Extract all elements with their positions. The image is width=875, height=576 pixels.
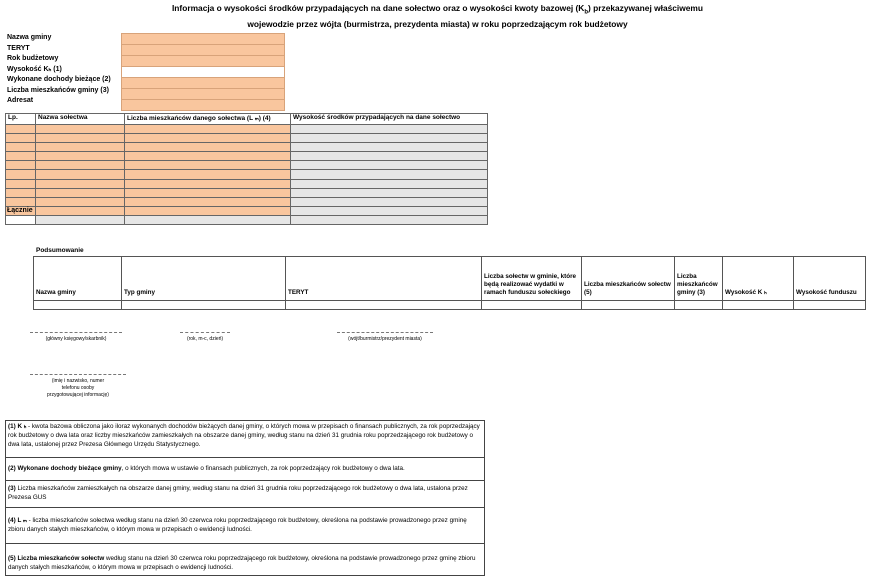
summary-col-teryt: TERYT (286, 257, 482, 301)
footnote-3-title: (3) (8, 485, 16, 492)
title-line-1 (0, 3, 875, 19)
solectwa-cell[interactable] (125, 134, 291, 143)
solectwa-cell[interactable] (36, 161, 125, 170)
solectwa-row (6, 152, 488, 161)
solectwa-total-cell[interactable] (291, 215, 488, 224)
col-nazwa-solectwa: Nazwa sołectwa (36, 114, 125, 125)
footnote-1-title: (1) K ₕ (8, 423, 27, 430)
summary-col-mieszkancy-solectw: Liczba mieszkańców sołectw (5) (582, 257, 675, 301)
footnote-3 (6, 481, 484, 508)
signature-line (30, 332, 122, 333)
signature-label: (imię i nazwisko, numer telefonu osoby przygotowującej informację) (47, 378, 109, 398)
signature-line (180, 332, 230, 333)
solectwa-row (6, 134, 488, 143)
solectwa-cell[interactable] (36, 170, 125, 179)
field-teryt[interactable] (121, 45, 285, 56)
solectwa-row (6, 188, 488, 197)
header-labels (7, 33, 111, 107)
solectwa-cell[interactable] (6, 179, 36, 188)
summary-col-nazwa-gminy: Nazwa gminy (34, 257, 122, 301)
solectwa-cell[interactable] (36, 143, 125, 152)
solectwa-row (6, 197, 488, 206)
field-adresat[interactable] (121, 100, 285, 111)
summary-cell[interactable] (34, 301, 122, 310)
solectwa-cell[interactable] (291, 161, 488, 170)
solectwa-cell[interactable] (125, 143, 291, 152)
summary-cell[interactable] (675, 301, 723, 310)
solectwa-cell[interactable] (291, 134, 488, 143)
summary-header-row (34, 257, 866, 301)
solectwa-cell[interactable] (125, 179, 291, 188)
footnote-2-title: (2) Wykonane dochody bieżące gminy (8, 465, 122, 472)
title-line-1-sub: b (584, 9, 589, 16)
solectwa-cell[interactable] (125, 188, 291, 197)
solectwa-cell[interactable] (6, 125, 36, 134)
solectwa-table (5, 113, 488, 225)
col-lp: Lp. (6, 114, 36, 125)
signature-label: (główny księgowy/skarbnik) (45, 336, 107, 342)
footnote-2 (6, 458, 484, 481)
summary-cell[interactable] (286, 301, 482, 310)
summary-col-wysokosc-funduszu: Wysokość funduszu (794, 257, 866, 301)
solectwa-cell[interactable] (125, 170, 291, 179)
document-title (0, 3, 875, 30)
solectwa-cell[interactable] (6, 152, 36, 161)
solectwa-total-cell[interactable] (36, 215, 125, 224)
summary-cell[interactable] (122, 301, 286, 310)
solectwa-cell[interactable] (6, 188, 36, 197)
field-wykonane-dochody[interactable] (121, 78, 285, 89)
solectwa-cell[interactable] (291, 206, 488, 215)
summary-col-mieszkancy-gminy: Liczba mieszkańców gminy (3) (675, 257, 723, 301)
signature-label: (rok, m-c, dzień) (186, 336, 224, 342)
solectwa-body (6, 125, 488, 225)
solectwa-cell[interactable] (6, 197, 36, 206)
signature-line (30, 374, 126, 375)
footnote-5 (6, 544, 484, 575)
solectwa-cell[interactable] (36, 125, 125, 134)
solectwa-total-cell[interactable] (6, 215, 36, 224)
footnote-4-title: (4) L ₘ (8, 517, 27, 524)
summary-title: Podsumowanie (36, 247, 84, 254)
solectwa-cell[interactable] (291, 170, 488, 179)
solectwa-cell[interactable] (36, 206, 125, 215)
solectwa-row (6, 170, 488, 179)
title-line-1-b: ) przekazywanej właściwemu (588, 3, 703, 13)
solectwa-row (6, 161, 488, 170)
title-line-2: wojewodzie przez wójta (burmistrza, prezydenta miasta) w roku poprzedzającym rok budżetowy (247, 18, 628, 29)
field-rok-budzetowy[interactable] (121, 56, 285, 67)
signature-date (180, 332, 230, 342)
field-nazwa-gminy[interactable] (121, 33, 285, 45)
label-nazwa-gminy: Nazwa gminy (7, 34, 52, 41)
signature-skarbnik (30, 332, 122, 342)
signature-line (337, 332, 433, 333)
summary-cell[interactable] (794, 301, 866, 310)
signature-preparer (30, 374, 126, 399)
summary-cell[interactable] (582, 301, 675, 310)
footnote-4 (6, 508, 484, 544)
total-label: Łącznie (7, 207, 33, 214)
summary-col-wysokosc-kb: Wysokość K ₕ (723, 257, 794, 301)
summary-value-row (34, 301, 866, 310)
field-wysokosc-kb[interactable] (121, 67, 285, 78)
label-adresat: Adresat (7, 97, 34, 104)
footnote-1 (6, 421, 484, 458)
summary-cell[interactable] (482, 301, 582, 310)
footnote-4-text: - liczba mieszkańców sołectwa według stanu na dzień 30 czerwca roku poprzedzającego rok budżetowy, określona na podstawie prowadzonego przez gminę zbioru danych stałych mieszkańców, o którym mowa w przepisach o ewidencji ludności. (8, 517, 467, 533)
signature-label: (wójt/burmistrz/prezydent miasta) (348, 336, 422, 342)
summary-cell[interactable] (723, 301, 794, 310)
solectwa-cell[interactable] (125, 125, 291, 134)
solectwa-cell[interactable] (291, 143, 488, 152)
solectwa-row (6, 206, 488, 215)
label-rok-budzetowy: Rok budżetowy (7, 55, 59, 62)
solectwa-cell[interactable] (36, 152, 125, 161)
solectwa-cell[interactable] (6, 161, 36, 170)
solectwa-cell[interactable] (6, 170, 36, 179)
solectwa-cell[interactable] (291, 125, 488, 134)
summary-col-liczba-solectw: Liczba sołectw w gminie, które będą realizować wydatki w ramach funduszu sołeckiego (482, 257, 582, 301)
solectwa-cell[interactable] (291, 197, 488, 206)
solectwa-total-cell[interactable] (125, 215, 291, 224)
solectwa-row (6, 179, 488, 188)
solectwa-cell[interactable] (36, 188, 125, 197)
solectwa-header-row (6, 114, 488, 125)
solectwa-cell[interactable] (125, 197, 291, 206)
footnote-5-title: (5) Liczba mieszkańców sołectw (8, 555, 105, 562)
solectwa-cell[interactable] (6, 134, 36, 143)
label-wysokosc-kb: Wysokość Kₕ (1) (7, 65, 62, 73)
summary-col-typ-gminy: Typ gminy (122, 257, 286, 301)
solectwa-cell[interactable] (125, 161, 291, 170)
solectwa-cell[interactable] (36, 179, 125, 188)
header-inputs (121, 33, 285, 111)
label-liczba-mieszkancow: Liczba mieszkańców gminy (3) (7, 86, 109, 94)
col-wysokosc-srodkow: Wysokość środków przypadających na dane sołectwo (291, 114, 488, 125)
solectwa-cell[interactable] (291, 188, 488, 197)
solectwa-cell[interactable] (6, 143, 36, 152)
field-liczba-mieszkancow[interactable] (121, 89, 285, 100)
solectwa-cell[interactable] (36, 197, 125, 206)
footnotes-box (5, 420, 485, 576)
signature-wojt (337, 332, 433, 342)
label-teryt: TERYT (7, 44, 30, 52)
label-wykonane-dochody: Wykonane dochody bieżące (2) (7, 76, 111, 83)
solectwa-cell[interactable] (291, 179, 488, 188)
solectwa-row (6, 143, 488, 152)
solectwa-cell[interactable] (125, 152, 291, 161)
solectwa-cell[interactable] (36, 134, 125, 143)
summary-table (33, 256, 866, 310)
footnote-2-text: , o których mowa w ustawie o finansach publicznych, za rok poprzedzający rok budżetowy o dwa lata. (121, 465, 405, 472)
solectwa-row (6, 125, 488, 134)
footnote-3-text: Liczba mieszkańców zamieszkałych na obszarze danej gminy, według stanu na dzień 31 grudnia roku poprzedzającego rok budżetowy o dwa lata, ustalona przez Prezesa GUS (8, 485, 468, 501)
solectwa-total-row (6, 215, 488, 224)
title-line-1-a: Informacja o wysokości środków przypadających na dane sołectwo oraz o wysokości kwoty bazowej (K (171, 3, 585, 13)
solectwa-cell[interactable] (291, 152, 488, 161)
solectwa-cell[interactable] (125, 206, 291, 215)
footnote-5-text: według stanu na dzień 30 czerwca roku poprzedzającego rok budżetowy, określona na podstawie prowadzonego przez gminę zbioru danych stałych mieszkańców, o którym mowa w przepisach o ewidencji ludności. (8, 555, 476, 571)
footnote-1-text: - kwota bazowa obliczona jako iloraz wykonanych dochodów bieżących danej gminy, o których mowa w przepisach o finansach publicznych, za rok poprzedzający rok budżetowy o dwa lata oraz liczby mieszkańców zamieszkałych na obszarze danej gminy, według stanu na dzień 31 grudnia roku poprzedzającego rok budżetowy o dwa lata, ustalonej przez Prezesa Głównego Urzędu Statystycznego. (8, 423, 480, 448)
col-liczba-mieszkancow-solectwa: Liczba mieszkańców danego sołectwa (L ₘ) (4) (125, 114, 291, 125)
